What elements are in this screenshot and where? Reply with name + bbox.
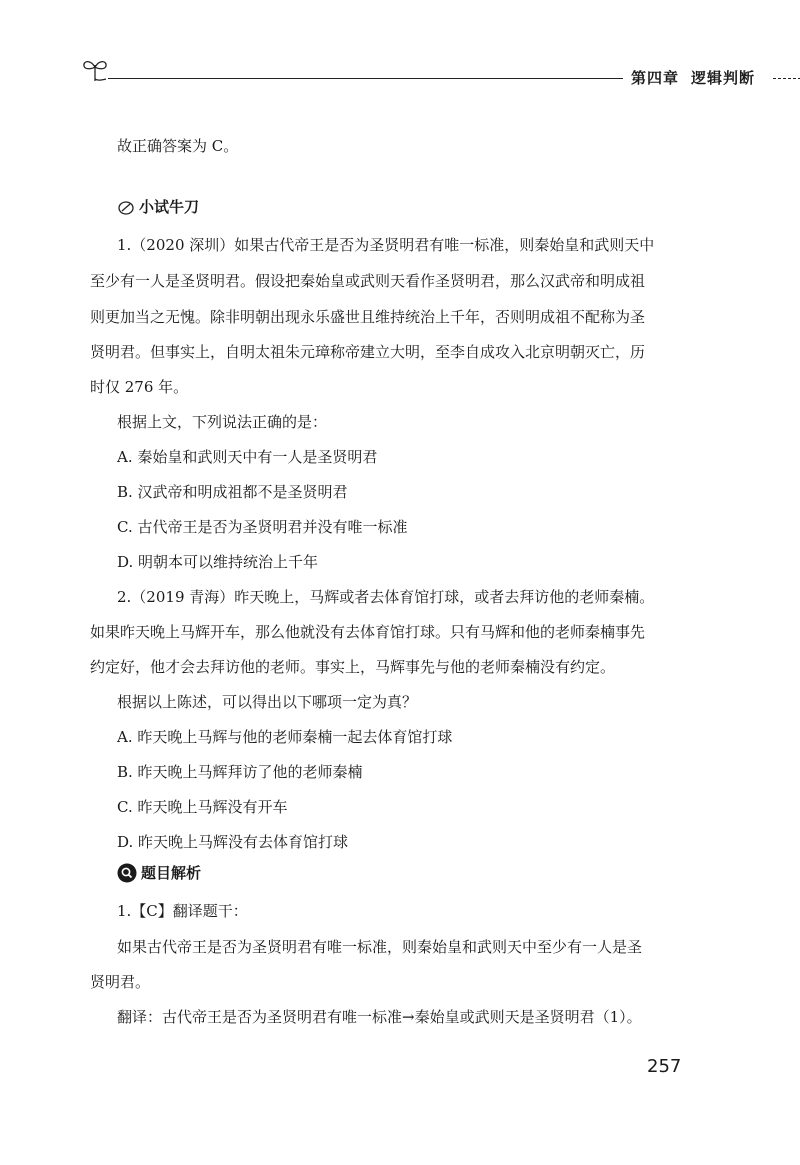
q1-option-a: A. 秦始皇和武则天中有一人是圣贤明君 [117,448,378,466]
analysis-translation: 翻译：古代帝王是否为圣贤明君有唯一标准→秦始皇或武则天是圣贤明君（1）。 [117,1008,642,1026]
section-title-analysis [117,862,201,883]
sprout-icon [80,55,110,83]
q1-line-1: 1.（2020 深圳）如果古代帝王是否为圣贤明君有唯一标准，则秦始皇和武则天中 [117,236,655,254]
q2-line-3: 约定好，他才会去拜访他的老师。事实上，马辉事先与他的老师秦楠没有约定。 [90,658,616,676]
analysis-line-2: 贤明君。 [90,973,151,991]
analysis-head: 1.【C】翻译题干： [117,902,248,920]
header-rule-right [773,78,800,79]
q2-option-b: B. 昨天晚上马辉拜访了他的老师秦楠 [117,763,363,781]
analysis-line-1: 如果古代帝王是否为圣贤明君有唯一标准，则秦始皇和武则天中至少有一人是圣 [117,938,643,956]
header-rule [108,78,623,79]
q2-line-1: 2.（2019 青海）昨天晚上，马辉或者去体育馆打球，或者去拜访他的老师秦楠。 [117,588,655,606]
page-header [80,55,790,89]
intro-line: 故正确答案为 C。 [117,137,239,155]
magnifier-badge-icon [117,863,137,883]
q1-line-4: 贤明君。但事实上，自明太祖朱元璋称帝建立大明，至李自成攻入北京明朝灭亡，历 [90,343,646,361]
q2-option-c: C. 昨天晚上马辉没有开车 [117,798,288,816]
q2-line-2: 如果昨天晚上马辉开车，那么他就没有去体育馆打球。只有马辉和他的老师秦楠事先 [90,623,646,641]
q1-line-3: 则更加当之无愧。除非明朝出现永乐盛世且维持统治上千年，否则明成祖不配称为圣 [90,308,646,326]
chapter-number: 第四章 [631,69,680,87]
section-title-text: 题目解析 [141,864,202,882]
chapter-title: 逻辑判断 [691,69,756,87]
q2-prompt: 根据以上陈述，可以得出以下哪项一定为真？ [117,693,418,711]
q2-option-a: A. 昨天晚上马辉与他的老师秦楠一起去体育馆打球 [117,728,453,746]
q1-prompt: 根据上文，下列说法正确的是： [117,413,328,431]
pen-icon [117,198,135,216]
page-number: 257 [647,1056,682,1077]
q2-option-d: D. 昨天晚上马辉没有去体育馆打球 [117,833,349,851]
chapter-heading [631,67,755,88]
section-title-text: 小试牛刀 [139,198,200,216]
q1-line-5: 时仅 276 年。 [90,378,189,396]
q1-option-d: D. 明朝本可以维持统治上千年 [117,553,319,571]
section-title-practice [117,196,199,217]
q1-option-b: B. 汉武帝和明成祖都不是圣贤明君 [117,483,348,501]
q1-line-2: 至少有一人是圣贤明君。假设把秦始皇或武则天看作圣贤明君，那么汉武帝和明成祖 [90,272,646,290]
q1-option-c: C. 古代帝王是否为圣贤明君并没有唯一标准 [117,518,408,536]
